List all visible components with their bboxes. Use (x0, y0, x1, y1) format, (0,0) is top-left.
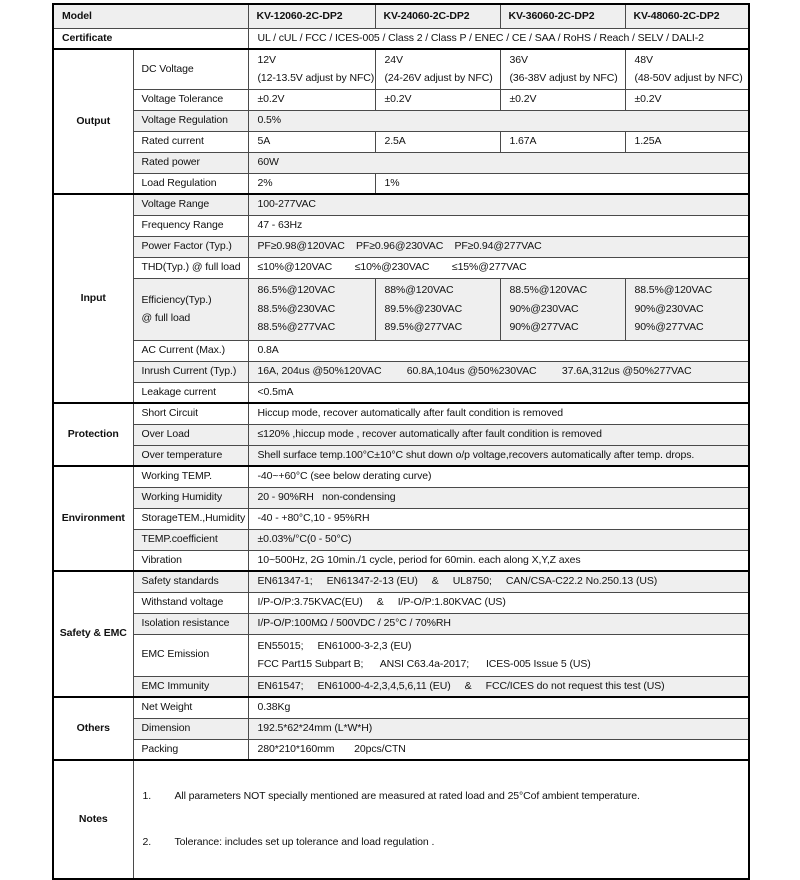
param-dc-voltage: DC Voltage (133, 49, 248, 89)
param-working-temp: Working TEMP. (133, 466, 248, 487)
cell-leakage-current: <0.5mA (248, 382, 749, 403)
cell-frequency-range: 47 - 63Hz (248, 215, 749, 236)
cell-power-factor: PF≥0.98@120VAC PF≥0.96@230VAC PF≥0.94@277VAC (248, 236, 749, 257)
table-row (53, 49, 749, 89)
certificate-value: UL / cUL / FCC / ICES-005 / Class 2 / Class P / ENEC / CE / SAA / RoHS / Reach / SELV / DALI-2 (248, 28, 749, 49)
certificate-label: Certificate (53, 28, 248, 49)
cell-over-temperature: Shell surface temp.100°C±10°C shut down o/p voltage,recovers automatically after temp. drops. (248, 445, 749, 466)
cell-inrush-current: 16A, 204us @50%120VAC 60.8A,104us @50%230VAC 37.6A,312us @50%277VAC (248, 361, 749, 382)
cell-voltage-tolerance-2: ±0.2V (375, 89, 500, 110)
cell-withstand-voltage: I/P-O/P:3.75KVAC(EU) & I/P-O/P:1.80KVAC (US) (248, 592, 749, 613)
cell-dc-voltage-2: 24V (24-26V adjust by NFC) (375, 49, 500, 89)
param-storage-temp-humidity: StorageTEM.,Humidity (133, 508, 248, 529)
param-thd: THD(Typ.) @ full load (133, 257, 248, 278)
cell-net-weight: 0.38Kg (248, 697, 749, 718)
param-vibration: Vibration (133, 550, 248, 571)
param-voltage-tolerance: Voltage Tolerance (133, 89, 248, 110)
table-row (53, 529, 749, 550)
param-over-load: Over Load (133, 424, 248, 445)
cell-voltage-tolerance-1: ±0.2V (248, 89, 375, 110)
table-row (53, 487, 749, 508)
section-label-protection: Protection (53, 403, 133, 466)
cell-rated-power: 60W (248, 152, 749, 173)
table-row (53, 194, 749, 215)
param-rated-current: Rated current (133, 131, 248, 152)
table-row (53, 550, 749, 571)
cell-dimension: 192.5*62*24mm (L*W*H) (248, 718, 749, 739)
section-label-notes: Notes (53, 760, 133, 879)
spec-table (52, 3, 750, 880)
table-row (53, 131, 749, 152)
model-name-3: KV-36060-2C-DP2 (500, 4, 625, 28)
table-row (53, 697, 749, 718)
param-dimension: Dimension (133, 718, 248, 739)
param-frequency-range: Frequency Range (133, 215, 248, 236)
param-temp-coefficient: TEMP.coefficient (133, 529, 248, 550)
param-inrush-current: Inrush Current (Typ.) (133, 361, 248, 382)
table-row (53, 403, 749, 424)
cell-packing: 280*210*160mm 20pcs/CTN (248, 739, 749, 760)
note-item: 1. All parameters NOT specially mentioned are measured at rated load and 25°Cof ambient temperature. (142, 790, 640, 803)
table-row (53, 215, 749, 236)
section-label-safety-emc: Safety & EMC (53, 571, 133, 697)
table-row (53, 152, 749, 173)
cell-dc-voltage-4: 48V (48-50V adjust by NFC) (625, 49, 749, 89)
param-over-temperature: Over temperature (133, 445, 248, 466)
param-withstand-voltage: Withstand voltage (133, 592, 248, 613)
section-label-others: Others (53, 697, 133, 760)
table-row (53, 676, 749, 697)
param-safety-standards: Safety standards (133, 571, 248, 592)
table-row (53, 739, 749, 760)
cell-load-regulation-1: 2% (248, 173, 375, 194)
cell-dc-voltage-1: 12V (12-13.5V adjust by NFC) (248, 49, 375, 89)
table-row (53, 508, 749, 529)
param-voltage-range: Voltage Range (133, 194, 248, 215)
table-row (53, 4, 749, 28)
param-rated-power: Rated power (133, 152, 248, 173)
cell-efficiency-2: 88%@120VAC 89.5%@230VAC 89.5%@277VAC (375, 278, 500, 340)
param-isolation-resistance: Isolation resistance (133, 613, 248, 634)
table-row (53, 173, 749, 194)
cell-emc-emission: EN55015; EN61000-3-2,3 (EU) FCC Part15 Subpart B; ANSI C63.4a-2017; ICES-005 Issue 5 (US) (248, 634, 749, 676)
cell-storage-temp-humidity: -40 - +80°C,10 - 95%RH (248, 508, 749, 529)
model-name-4: KV-48060-2C-DP2 (625, 4, 749, 28)
param-power-factor: Power Factor (Typ.) (133, 236, 248, 257)
table-row (53, 110, 749, 131)
cell-working-temp: -40~+60°C (see below derating curve) (248, 466, 749, 487)
table-row (53, 382, 749, 403)
cell-isolation-resistance: I/P-O/P:100MΩ / 500VDC / 25°C / 70%RH (248, 613, 749, 634)
cell-dc-voltage-3: 36V (36-38V adjust by NFC) (500, 49, 625, 89)
table-row (53, 361, 749, 382)
cell-voltage-regulation: 0.5% (248, 110, 749, 131)
section-label-environment: Environment (53, 466, 133, 571)
cell-efficiency-4: 88.5%@120VAC 90%@230VAC 90%@277VAC (625, 278, 749, 340)
table-row (53, 278, 749, 340)
param-leakage-current: Leakage current (133, 382, 248, 403)
model-header-label: Model (53, 4, 248, 28)
section-label-output: Output (53, 49, 133, 194)
param-efficiency: Efficiency(Typ.) @ full load (133, 278, 248, 340)
cell-ac-current: 0.8A (248, 340, 749, 361)
cell-efficiency-3: 88.5%@120VAC 90%@230VAC 90%@277VAC (500, 278, 625, 340)
cell-working-humidity: 20 - 90%RH non-condensing (248, 487, 749, 508)
cell-safety-standards: EN61347-1; EN61347-2-13 (EU) & UL8750; CAN/CSA-C22.2 No.250.13 (US) (248, 571, 749, 592)
cell-rated-current-2: 2.5A (375, 131, 500, 152)
model-name-2: KV-24060-2C-DP2 (375, 4, 500, 28)
cell-thd: ≤10%@120VAC ≤10%@230VAC ≤15%@277VAC (248, 257, 749, 278)
cell-notes (133, 760, 749, 879)
model-name-1: KV-12060-2C-DP2 (248, 4, 375, 28)
param-working-humidity: Working Humidity (133, 487, 248, 508)
param-emc-emission: EMC Emission (133, 634, 248, 676)
cell-load-regulation-2: 1% (375, 173, 749, 194)
cell-vibration: 10~500Hz, 2G 10min./1 cycle, period for 60min. each along X,Y,Z axes (248, 550, 749, 571)
param-load-regulation: Load Regulation (133, 173, 248, 194)
cell-rated-current-1: 5A (248, 131, 375, 152)
table-row (53, 613, 749, 634)
table-row (53, 571, 749, 592)
cell-short-circuit: Hiccup mode, recover automatically after fault condition is removed (248, 403, 749, 424)
cell-rated-current-4: 1.25A (625, 131, 749, 152)
param-short-circuit: Short Circuit (133, 403, 248, 424)
param-net-weight: Net Weight (133, 697, 248, 718)
cell-over-load: ≤120% ,hiccup mode , recover automatically after fault condition is removed (248, 424, 749, 445)
param-emc-immunity: EMC Immunity (133, 676, 248, 697)
param-packing: Packing (133, 739, 248, 760)
section-label-input: Input (53, 194, 133, 403)
cell-voltage-tolerance-3: ±0.2V (500, 89, 625, 110)
table-row (53, 760, 749, 879)
table-row (53, 236, 749, 257)
table-row (53, 445, 749, 466)
table-row (53, 257, 749, 278)
cell-emc-immunity: EN61547; EN61000-4-2,3,4,5,6,11 (EU) & FCC/ICES do not request this test (US) (248, 676, 749, 697)
cell-rated-current-3: 1.67A (500, 131, 625, 152)
cell-efficiency-1: 86.5%@120VAC 88.5%@230VAC 88.5%@277VAC (248, 278, 375, 340)
table-row (53, 89, 749, 110)
table-row (53, 466, 749, 487)
table-row (53, 340, 749, 361)
cell-voltage-range: 100-277VAC (248, 194, 749, 215)
table-row (53, 28, 749, 49)
table-row (53, 718, 749, 739)
cell-voltage-tolerance-4: ±0.2V (625, 89, 749, 110)
param-ac-current: AC Current (Max.) (133, 340, 248, 361)
note-item: 2. Tolerance: includes set up tolerance and load regulation . (142, 835, 435, 848)
table-row (53, 634, 749, 676)
param-voltage-regulation: Voltage Regulation (133, 110, 248, 131)
cell-temp-coefficient: ±0.03%/°C(0 - 50°C) (248, 529, 749, 550)
table-row (53, 592, 749, 613)
table-row (53, 424, 749, 445)
